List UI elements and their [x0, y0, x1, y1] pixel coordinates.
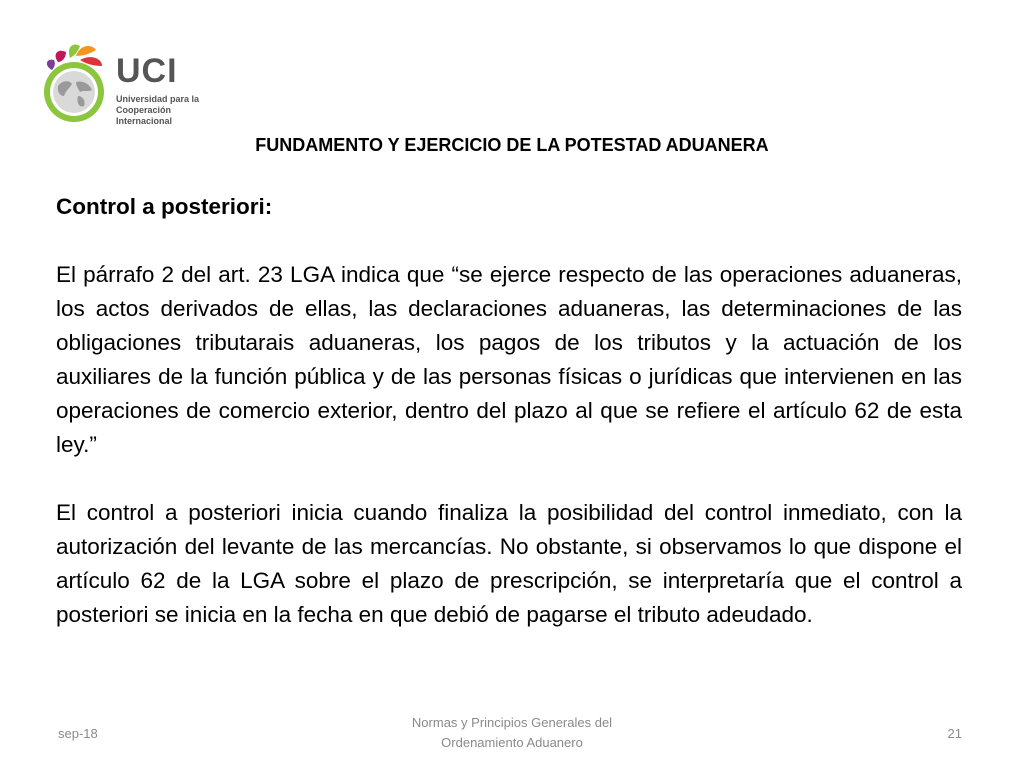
footer-title-line1: Normas y Principios Generales del [411, 715, 613, 730]
slide-subtitle: Control a posteriori: [56, 194, 273, 219]
logo-subtitle-line2: Cooperación Internacional [116, 105, 173, 126]
slide-content [56, 190, 962, 666]
paragraph-1: El párrafo 2 del art. 23 LGA indica que “se ejerce respecto de las operaciones aduaneras, los actos derivados de ellas, las declaraciones aduaneras, las determinaciones de las obligaciones tributarais aduaneras, los pagos de los tributos y la actuación de los auxiliares de la función pública y de las personas físicas o jurídicas que intervienen en las operaciones de comercio exterior, dentro del plazo al que se refiere el artículo 62 de esta ley.” [56, 262, 962, 457]
uci-logo [40, 40, 230, 130]
footer-page-number: 21 [947, 726, 962, 741]
logo-subtitle-line1: Universidad para la [116, 94, 200, 104]
slide-title: FUNDAMENTO Y EJERCICIO DE LA POTESTAD ADUANERA [255, 135, 769, 155]
globe-logo-icon [40, 40, 112, 130]
footer-title [312, 713, 712, 753]
logo-subtitle [116, 94, 226, 127]
logo-name: UCI [116, 52, 178, 90]
footer-date: sep-18 [58, 726, 98, 741]
paragraph-2: El control a posteriori inicia cuando finaliza la posibilidad del control inmediato, con la autorización del levante de las mercancías. No obstante, si observamos lo que dispone el artículo 62 de la LGA sobre el plazo de prescripción, se interpretaría que el control a posteriori se inicia en la fecha en que debió de pagarse el tributo adeudado. [56, 500, 962, 627]
footer-title-line2: Ordenamiento Aduanero [441, 735, 583, 750]
